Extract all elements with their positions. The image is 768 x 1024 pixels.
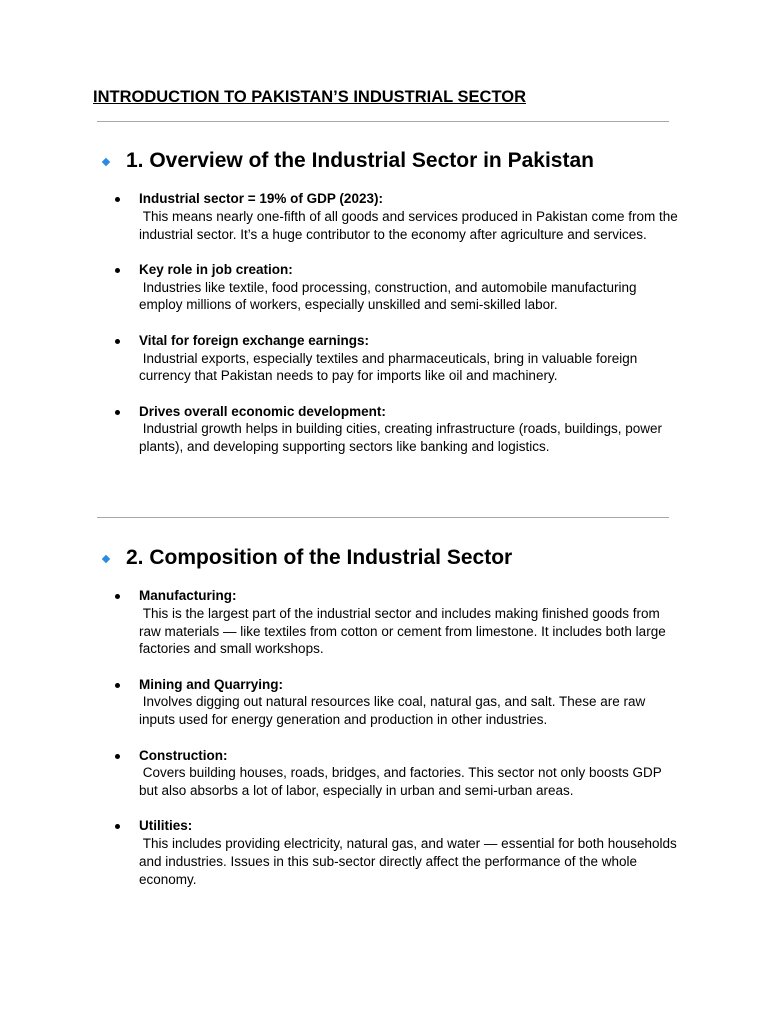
item-title: Manufacturing:	[139, 588, 237, 603]
item-title: Utilities:	[139, 818, 193, 834]
list-item	[112, 676, 682, 729]
list-item	[112, 587, 682, 658]
bullet-list	[112, 190, 682, 474]
item-body: This is the largest part of the industrial sector and includes making finished goods from raw materials — like textiles from cotton or cement from limestone. It includes both large factories and small workshops.	[139, 605, 666, 657]
list-item	[112, 190, 682, 243]
bullet-icon	[115, 824, 120, 829]
bullet-icon	[115, 410, 120, 415]
bullet-icon	[115, 197, 120, 202]
bullet-icon	[115, 683, 120, 688]
item-title: Mining and Quarrying:	[139, 676, 283, 692]
item-body: This means nearly one-fifth of all goods and services produced in Pakistan come from the industrial sector. It’s a huge contributor to the economy after agriculture and services.	[139, 208, 678, 242]
item-body: Involves digging out natural resources like coal, natural gas, and salt. These are raw inputs used for energy generation and production in other industries.	[139, 694, 646, 728]
item-body: Industrial exports, especially textiles and pharmaceuticals, bring in valuable foreign currency that Pakistan needs to pay for imports like oil and machinery.	[139, 350, 638, 384]
section-heading	[101, 148, 594, 174]
list-item	[112, 332, 682, 385]
bullet-list	[112, 587, 682, 906]
section-heading-text: 2. Composition of the Industrial Sector	[126, 546, 513, 569]
section-heading-text: 1. Overview of the Industrial Sector in Pakistan	[126, 149, 594, 172]
blue-diamond-icon	[102, 555, 110, 563]
bullet-icon	[115, 754, 120, 759]
bullet-icon	[115, 268, 120, 273]
item-body: Industries like textile, food processing, construction, and automobile manufacturing employ millions of workers, especially unskilled and semi-skilled labor.	[139, 279, 637, 313]
list-item	[112, 261, 682, 314]
bullet-icon	[115, 594, 120, 599]
section-divider	[97, 517, 669, 518]
bullet-icon	[115, 339, 120, 344]
item-body: Industrial growth helps in building cities, creating infrastructure (roads, buildings, power plants), and developing supporting sectors like banking and logistics.	[139, 421, 663, 455]
section-divider	[97, 121, 669, 122]
item-body: This includes providing electricity, natural gas, and water — essential for both households and industries. Issues in this sub-sector directly affect the performance of the whole economy.	[139, 836, 677, 887]
document-title: INTRODUCTION TO PAKISTAN’S INDUSTRIAL SECTOR	[93, 88, 526, 106]
list-item	[112, 817, 682, 888]
item-body: Covers building houses, roads, bridges, and factories. This sector not only boosts GDP but also absorbs a lot of labor, especially in urban and semi-urban areas.	[139, 765, 662, 799]
section-heading	[101, 545, 512, 571]
blue-diamond-icon	[102, 158, 110, 166]
item-title: Vital for foreign exchange earnings:	[139, 332, 370, 348]
list-item	[112, 747, 682, 800]
item-title: Industrial sector = 19% of GDP (2023):	[139, 191, 383, 206]
item-title: Key role in job creation:	[139, 261, 293, 277]
item-title: Construction:	[139, 747, 228, 763]
list-item	[112, 403, 682, 456]
item-title: Drives overall economic development:	[139, 403, 386, 419]
